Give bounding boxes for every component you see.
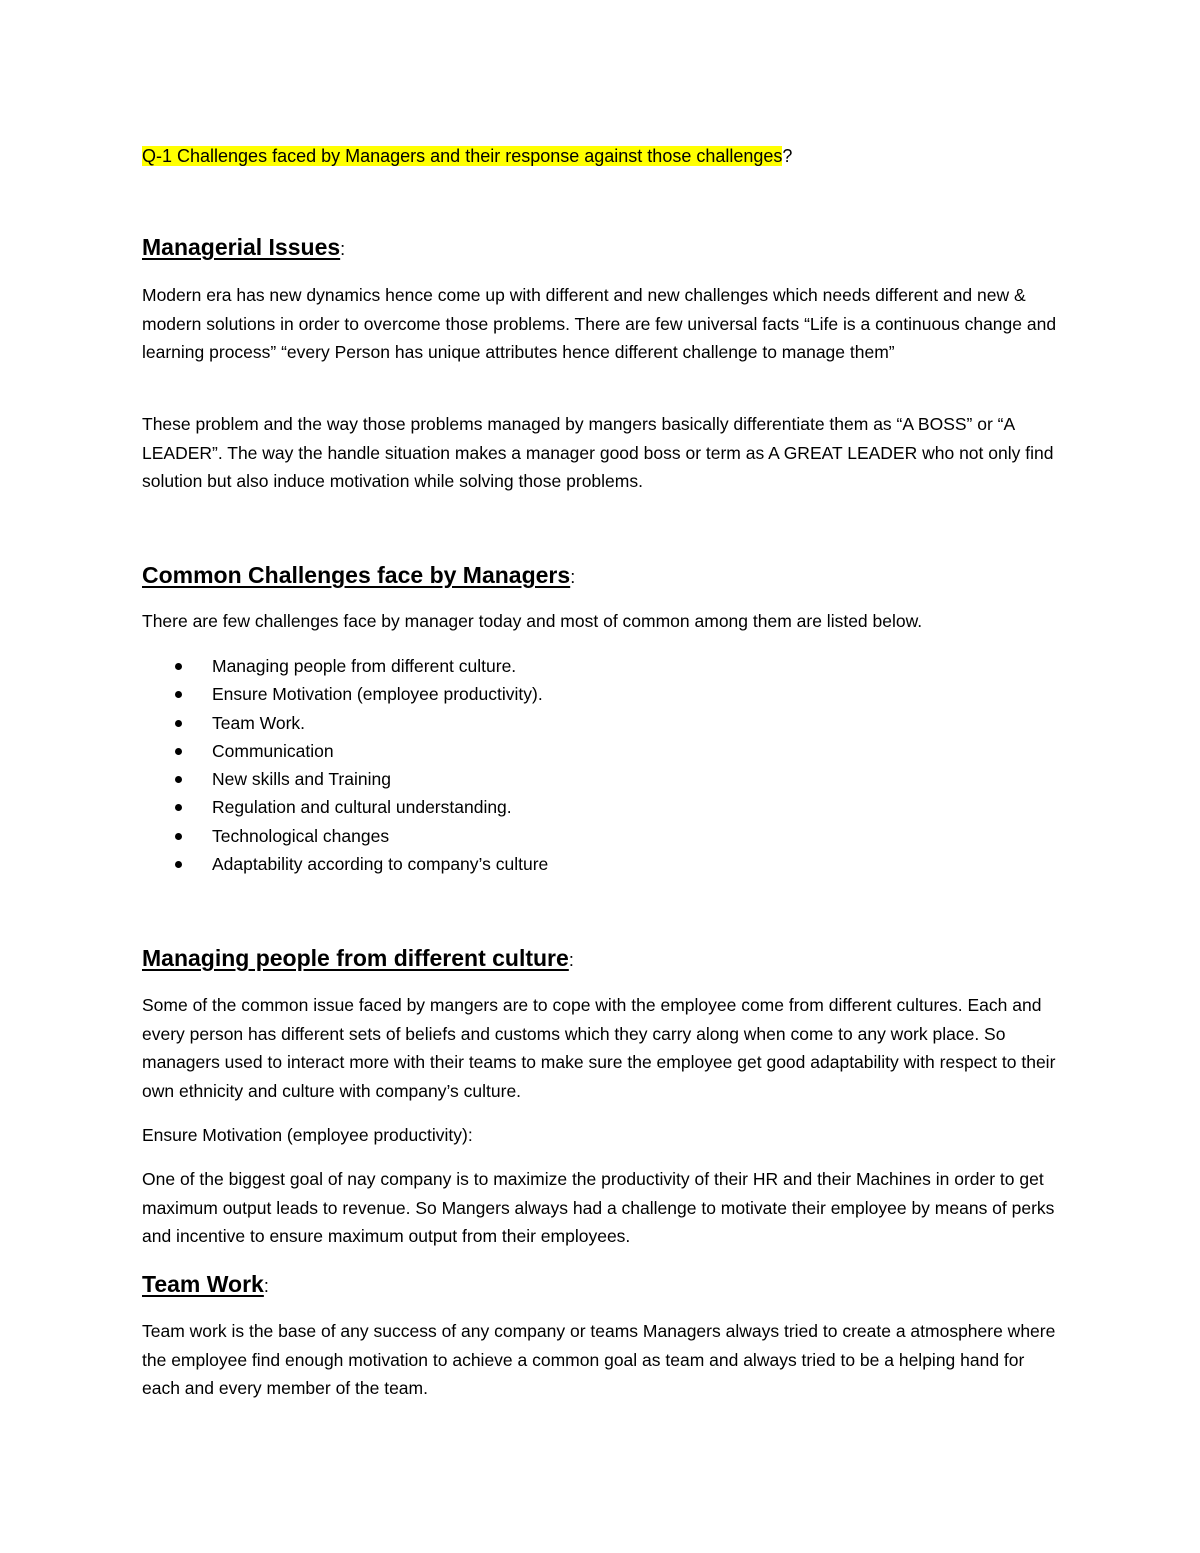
paragraph-managerial-2: These problem and the way those problems managed by mangers basically differentiate them as “A BOSS” or “A LEADER”. The way the handle situation makes a manager good boss or term as A GREAT LEADER who not only find solution but also induce motivation while solving those problems. xyxy=(142,414,1054,492)
heading-text: Managing people from different culture xyxy=(142,945,569,971)
list-item-text: Ensure Motivation (employee productivity). xyxy=(212,684,543,705)
bullet-icon xyxy=(175,720,182,727)
bullet-icon xyxy=(175,748,182,755)
paragraph-managing-people: Some of the common issue faced by mangers are to cope with the employee come from different cultures. Each and every person has different sets of beliefs and customs which they carry along when come to any work place. So managers used to interact more with their teams to make sure the employee get good adaptability with respect to their own ethnicity and culture with company’s culture. xyxy=(142,995,1056,1101)
heading-team-work xyxy=(142,1269,269,1301)
bullet-icon xyxy=(175,663,182,670)
list-item-text: Adaptability according to company’s culture xyxy=(212,854,549,875)
list-item xyxy=(142,680,548,708)
list-item xyxy=(142,765,548,793)
list-item-text: Regulation and cultural understanding. xyxy=(212,797,512,818)
heading-managerial-issues xyxy=(142,232,345,264)
bullet-icon xyxy=(175,833,182,840)
list-item xyxy=(142,652,548,680)
challenges-list xyxy=(142,652,548,878)
list-item-text: Managing people from different culture. xyxy=(212,656,517,676)
list-item xyxy=(142,793,548,821)
list-item-text: Technological changes xyxy=(212,825,390,846)
question-highlight: Q-1 Challenges faced by Managers and their response against those challenges xyxy=(142,146,783,166)
list-item xyxy=(142,850,548,878)
list-item-text: Communication xyxy=(212,740,334,761)
bullet-icon xyxy=(175,691,182,698)
heading-colon: : xyxy=(340,239,346,259)
bullet-icon xyxy=(175,861,182,868)
heading-colon: : xyxy=(570,567,576,587)
ensure-motivation-label: Ensure Motivation (employee productivity): xyxy=(142,1125,473,1145)
question-mark: ? xyxy=(782,146,793,166)
list-item-text: Team Work. xyxy=(212,712,306,733)
paragraph-team-work: Team work is the base of any success of any company or teams Managers always tried to create a atmosphere where the employee find enough motivation to achieve a common goal as team and always tried to be a helping hand for each and every member of the team. xyxy=(142,1321,1056,1399)
heading-colon: : xyxy=(263,1276,269,1296)
heading-common-challenges xyxy=(142,560,575,592)
heading-managing-people xyxy=(142,943,574,975)
bullet-icon xyxy=(175,804,182,811)
paragraph-challenges-intro: There are few challenges face by manager today and most of common among them are listed below. xyxy=(142,611,923,631)
question-title xyxy=(142,142,792,170)
bullet-icon xyxy=(175,776,182,783)
paragraph-managerial-1: Modern era has new dynamics hence come up with different and new challenges which needs different and new & modern solutions in order to overcome those problems. There are few universal facts “Life is a continuous change and learning process” “every Person has unique attributes hence different challenge to manage them” xyxy=(142,285,1057,363)
list-item xyxy=(142,822,548,850)
heading-text: Managerial Issues xyxy=(142,234,341,260)
list-item xyxy=(142,709,548,737)
heading-colon: : xyxy=(568,950,574,970)
heading-text: Team Work xyxy=(142,1271,264,1297)
list-item-text: New skills and Training xyxy=(212,769,391,790)
heading-text: Common Challenges face by Managers xyxy=(142,562,571,588)
list-item xyxy=(142,737,548,765)
paragraph-ensure-motivation: One of the biggest goal of nay company is to maximize the productivity of their HR and their Machines in order to get maximum output leads to revenue. So Mangers always had a challenge to motivate their employee by means of perks and incentive to ensure maximum output from their employees. xyxy=(142,1169,1055,1247)
